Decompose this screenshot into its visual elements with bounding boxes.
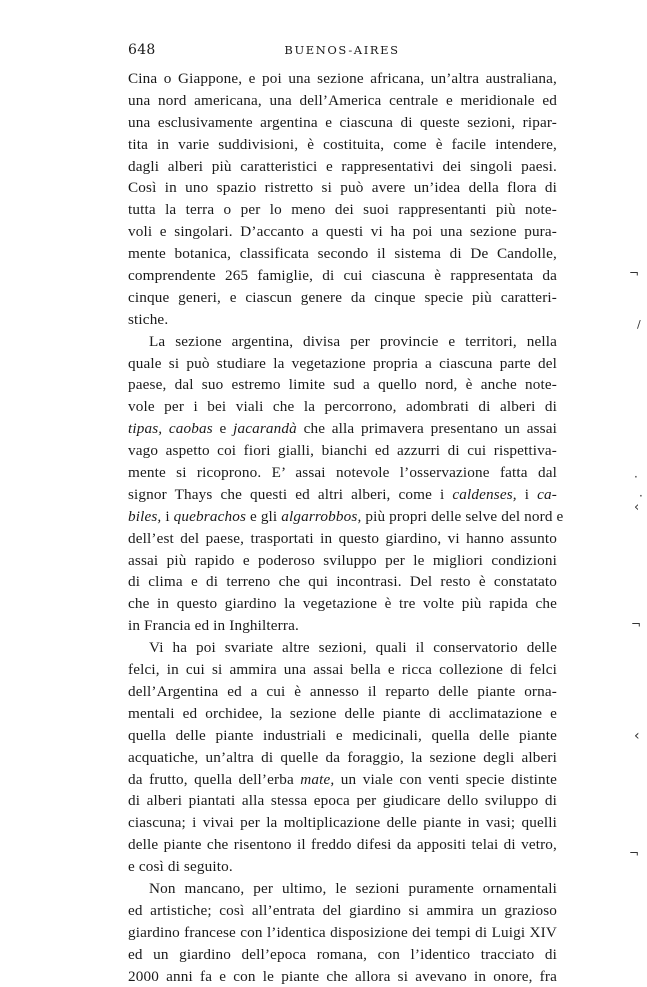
text-line: di alberi piantati alla stessa epoca per giudicare dello sviluppo di (128, 792, 557, 810)
text-run: signor Thays che questi ed altri alberi, come i (128, 485, 453, 503)
page-number: 648 (128, 42, 156, 58)
text-line: mente botanica, classificata secondo il sistema di De Candolle, (128, 245, 557, 263)
text-line: vole per i bei viali che la percorrono, adombrati di alberi di (128, 398, 557, 416)
text-line: giardino francese con l’identica disposizione dei tempi di Luigi XIV (128, 923, 557, 941)
margin-mark: / (637, 318, 641, 331)
text-line: e così di seguito. (128, 858, 233, 876)
margin-mark: · (639, 489, 643, 503)
text-line: ed un giardino dell’epoca romana, con l’identico tracciato di (128, 945, 557, 963)
text-line: in Francia ed in Inghilterra. (128, 617, 299, 635)
text-line: che in questo giardino la vegetazione è tre volte più rapida che (128, 595, 557, 613)
text-line (128, 418, 557, 440)
text-run: da frutto, quella dell’erba (128, 770, 301, 788)
margin-mark: ¬ (629, 846, 640, 860)
margin-mark: · (634, 470, 638, 484)
text-line: mente si ricoprono. E’ assai notevole l’osservazione fatta dal (128, 464, 557, 482)
text-line: Cina o Giappone, e poi una sezione africana, un’altra australiana, (128, 70, 557, 87)
italic-term: caldenses, (452, 485, 517, 503)
text-line: tita in varie suddivisioni, è costituita, come è facile intendere, (128, 135, 557, 153)
text-run: un viale con venti specie distinte (334, 770, 557, 788)
text-line: di clima e di terreno che qui incontrasi. Del resto è constatato (128, 573, 557, 591)
text-run: che alla primavera presentano un assai (296, 420, 557, 438)
text-line: Vi ha poi svariate altre sezioni, quali il conservatorio delle (149, 639, 557, 657)
text-line: ed artistiche; così all’entrata del giardino si ammira un grazioso (128, 901, 557, 919)
text-line: delle piante che risentono il freddo difesi da appositi telai di vetro, (128, 836, 557, 854)
italic-term: tipas, caobas (128, 420, 213, 438)
text-line: 2000 anni fa e con le piante che allora si avevano in onore, fra (128, 967, 557, 985)
italic-term: ca- (537, 485, 557, 503)
text-line: mentali ed orchidee, la sezione delle piante di acclimatazione e (128, 704, 557, 722)
text-line: acquatiche, un’altra di quelle da foraggio, la sezione degli alberi (128, 748, 557, 766)
text-line: tutta la terra o per lo meno dei suoi rappresentanti più note- (128, 201, 557, 219)
text-line: quella delle piante industriali e medicinali, quella delle piante (128, 726, 557, 744)
margin-mark: ¬ (629, 266, 640, 280)
italic-term: biles, (128, 507, 162, 525)
text-line: assai più rapido e poderoso sviluppo per le migliori condizioni (128, 551, 557, 569)
text-line: quale si può studiare la vegetazione propria a ciascuna parte del (128, 354, 557, 372)
text-line: cinque generi, e ciascun genere da cinque specie più caratteri- (128, 288, 557, 306)
text-line: Così in uno spazio ristretto si può avere un’idea della flora di (128, 179, 557, 197)
margin-mark: ‹ (634, 728, 640, 744)
text-line: una nord americana, una dell’America centrale e meridionale ed (128, 91, 557, 109)
text-line (128, 484, 557, 506)
text-line (128, 506, 564, 528)
text-run: e gli (246, 507, 282, 525)
text-line: La sezione argentina, divisa per provincie e territori, nella (149, 332, 557, 350)
text-line: dagli alberi più caratteristici e rappresentativi dei singoli paesi. (128, 157, 557, 175)
text-line: paese, dal suo estremo limite sud a quello nord, è anche note- (128, 376, 557, 394)
text-run: e (212, 420, 234, 438)
page-header (128, 42, 556, 60)
text-line: comprendente 265 famiglie, di cui ciascuna è rappresentata da (128, 267, 557, 285)
italic-term: jacarandà (233, 420, 297, 438)
text-line: ciascuna; i vivai per la moltiplicazione delle piante in vasi; quelli (128, 814, 557, 832)
text-line: dell’Argentina ed a cui è annesso il reparto delle piante orna- (128, 682, 557, 700)
text-run: i (161, 507, 174, 525)
margin-mark: ¬ (631, 617, 642, 631)
running-title: BUENOS-AIRES (284, 43, 400, 57)
italic-term: algarrobbos, (281, 507, 362, 525)
text-line: vago aspetto coi fiori gialli, bianchi ed azzurri di cui rispettiva- (128, 442, 557, 460)
italic-term: mate, (300, 770, 335, 788)
text-run: più propri delle selve del nord e (361, 507, 564, 525)
text-line: Non mancano, per ultimo, le sezioni puramente ornamentali (149, 879, 557, 897)
text-run: i (516, 485, 538, 503)
text-line: felci, in cui si ammira una assai bella e ricca collezione di felci (128, 661, 557, 679)
italic-term: quebrachos (173, 507, 247, 525)
text-line (128, 769, 557, 791)
text-line: una esclusivamente argentina e ciascuna di queste sezioni, ripar- (128, 113, 557, 131)
margin-mark: ‹ (634, 500, 640, 515)
text-line: stiche. (128, 310, 169, 328)
text-line: dell’est del paese, trasportati in questo giardino, vi hanno assunto (128, 529, 557, 547)
text-line: voli e singolari. D’accanto a questi vi ha poi una sezione pura- (128, 223, 557, 241)
body-text (128, 68, 564, 987)
